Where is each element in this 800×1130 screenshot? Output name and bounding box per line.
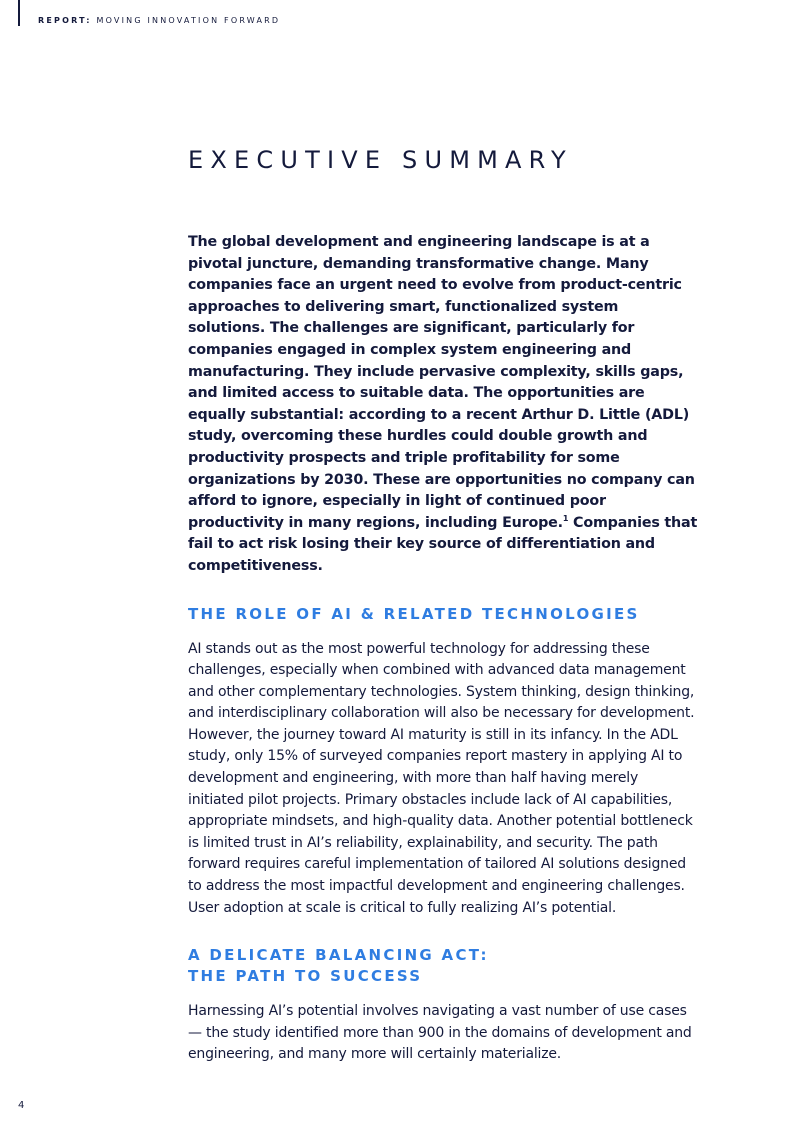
lead-text: The global development and engineering landscape is at a pivotal juncture, demanding transformative change. Many companies face an urgent need to evolve from product-centric approaches to delivering smart, functionalized system solutions. The challenges are significant, particularly for companies engaged in complex system engineering and manufacturing. They include pervasive complexity, skills gaps, and limited access to suitable data. The opportunities are equally substantial: according to a recent Arthur D. Little (ADL) study, overcoming these hurdles could double growth and productivity prospects and triple profitability for some organizations by 2030. These are opportunities no company can afford to ignore, especially in light of continued poor productivity in many regions, including Europe. bbox=[188, 234, 695, 531]
lead-text-after: Companies that fail to act risk losing their key source of differentiation and competitiveness. bbox=[188, 514, 698, 574]
page-number: 4 bbox=[18, 1100, 25, 1111]
section-heading-line: A DELICATE BALANCING ACT: bbox=[188, 946, 489, 965]
section-heading-line: THE ROLE OF AI & RELATED TECHNOLOGIES bbox=[188, 604, 640, 623]
footnote-marker: 1 bbox=[562, 513, 569, 523]
section-heading-balancing-act bbox=[188, 945, 698, 987]
section-body-balancing-act: Harnessing AI’s potential involves navigating a vast number of use cases — the study identified more than 900 in the domains of development and engineering, and many more will certainly materialize. bbox=[188, 1003, 692, 1063]
section-heading-line: THE PATH TO SUCCESS bbox=[188, 967, 423, 986]
page-title: EXECUTIVE SUMMARY bbox=[188, 146, 573, 174]
lead-paragraph bbox=[188, 232, 698, 578]
section-body-ai-role: AI stands out as the most powerful technology for addressing these challenges, especially when combined with advanced data management and other complementary technologies. System thinking, design thinking, and interdisciplinary collaboration will also be necessary for development. However, the journey toward AI maturity is still in its infancy. In the ADL study, only 15% of surveyed companies report mastery in applying AI to development and engineering, with more than half having merely initiated pilot projects. Primary obstacles include lack of AI capabilities, appropriate mindsets, and high-quality data. Another potential bottleneck is limited trust in AI’s reliability, explainability, and security. The path forward requires careful implementation of tailored AI solutions designed to address the most impactful development and engineering challenges. User adoption at scale is critical to fully realizing AI’s potential. bbox=[188, 640, 695, 916]
running-header bbox=[38, 16, 280, 25]
header-rule bbox=[18, 0, 20, 26]
header-title: MOVING INNOVATION FORWARD bbox=[91, 16, 281, 25]
header-label: REPORT: bbox=[38, 16, 92, 25]
main-content bbox=[188, 232, 698, 1066]
section-heading-ai-role bbox=[188, 604, 698, 625]
